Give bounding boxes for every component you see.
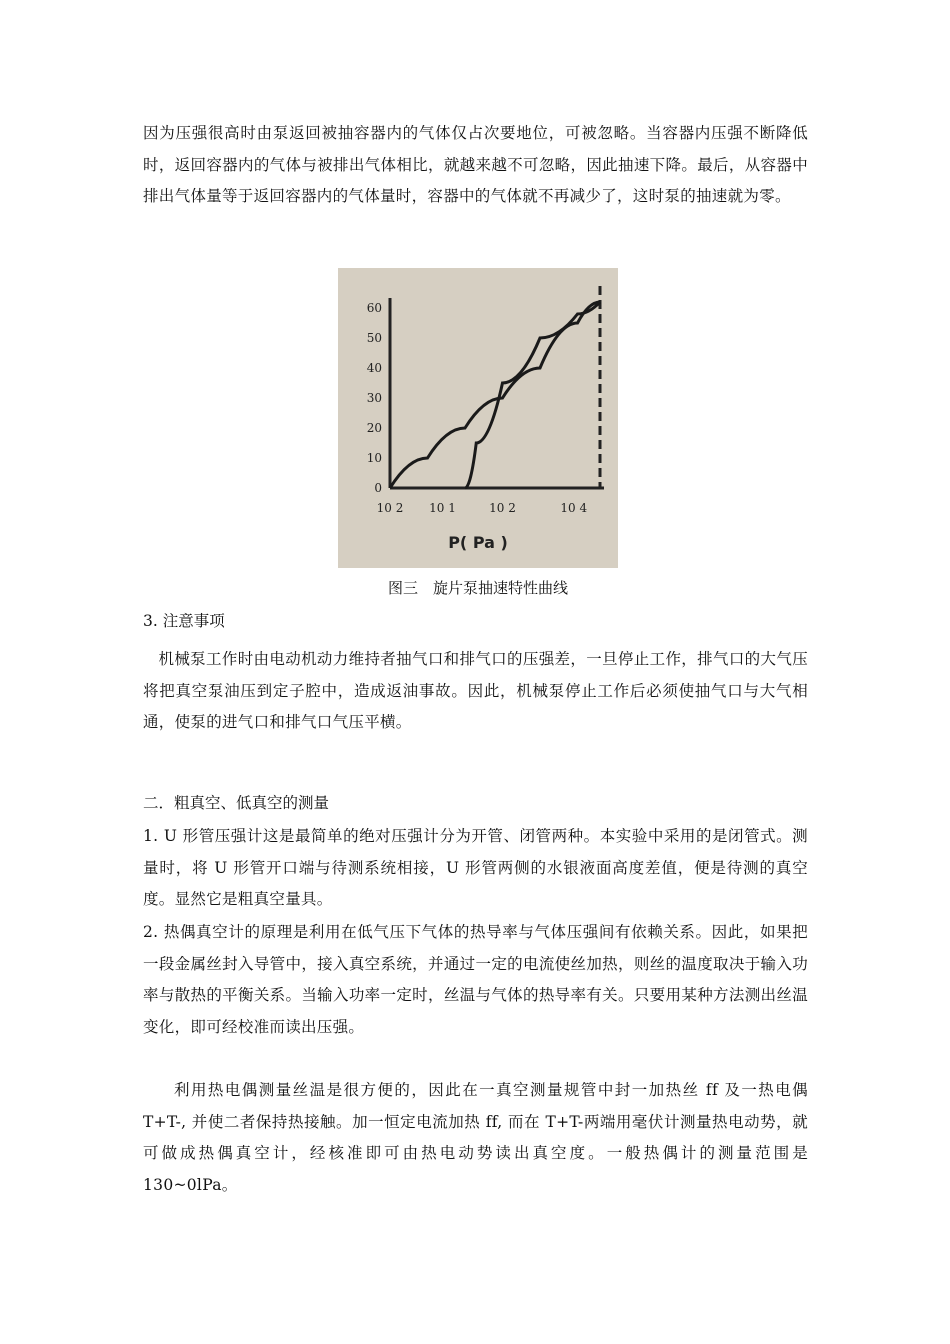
- speed-curve-2: [465, 302, 600, 488]
- y-tick-label: 30: [366, 391, 382, 405]
- y-tick-label: 10: [366, 451, 382, 465]
- x-axis-label: P( Pa ): [448, 533, 508, 552]
- figure-caption: 图三 旋片泵抽速特性曲线: [387, 579, 568, 597]
- y-tick-label: 60: [366, 301, 382, 315]
- pump-speed-figure: [338, 268, 618, 568]
- section3-body: 机械泵工作时由电动机动力维持者抽气口和排气口的压强差，一旦停止工作，排气口的大气压将把真空泵油压到定子腔中，造成返油事故。因此，机械泵停止工作后必须使抽气口与大气相通，使泵的进气口和排气口气压平横。: [143, 650, 808, 731]
- y-tick-label: 0: [374, 481, 382, 495]
- y-tick-label: 50: [366, 331, 382, 345]
- x-tick-label: 10 2: [376, 501, 404, 515]
- y-tick-label: 40: [366, 361, 382, 375]
- intro-paragraph: 因为压强很高时由泵返回被抽容器内的气体仅占次要地位，可被忽略。当容器内压强不断降低时，返回容器内的气体与被排出气体相比，就越来越不可忽略，因此抽速下降。最后，从容器中排出气体量等于返回容器内的气体量时，容器中的气体就不再减少了，这时泵的抽速就为零。: [143, 124, 808, 205]
- section3-heading: 3. 注意事项: [143, 612, 225, 630]
- x-tick-label: 10 4: [560, 501, 588, 515]
- section-two-item3: 利用热电偶测量丝温是很方便的，因此在一真空测量规管中封一加热丝 ff 及一热电偶 T+T-, 并使二者保持热接触。加一恒定电流加热 ff, 而在 T+T-两端用毫伏计测量热电动势，就可做成热偶真空计，经核准即可由热电动势读出真空度。一般热偶计的测量范围是 130~0lPa。: [143, 1081, 808, 1194]
- x-tick-label: 10 2: [489, 501, 516, 515]
- pump-speed-chart: [338, 268, 618, 568]
- speed-curve-1: [390, 302, 600, 488]
- y-tick-label: 20: [366, 421, 382, 435]
- x-tick-label: 10 1: [429, 501, 456, 515]
- section-two-heading: 二．粗真空、低真空的测量: [143, 794, 330, 812]
- section-two-item1: 1. U 形管压强计这是最简单的绝对压强计分为开管、闭管两种。本实验中采用的是闭管式。测量时，将 U 形管开口端与待测系统相接，U 形管两侧的水银液面高度差值，便是待测的真空度。显然它是粗真空量具。: [143, 827, 808, 908]
- section-two-item2: 2. 热偶真空计的原理是利用在低气压下气体的热导率与气体压强间有依赖关系。因此，如果把一段金属丝封入导管中，接入真空系统，并通过一定的电流使丝加热，则丝的温度取决于输入功率与散热的平衡关系。当输入功率一定时，丝温与气体的热导率有关。只要用某种方法测出丝温变化，即可经校准而读出压强。: [143, 923, 808, 1036]
